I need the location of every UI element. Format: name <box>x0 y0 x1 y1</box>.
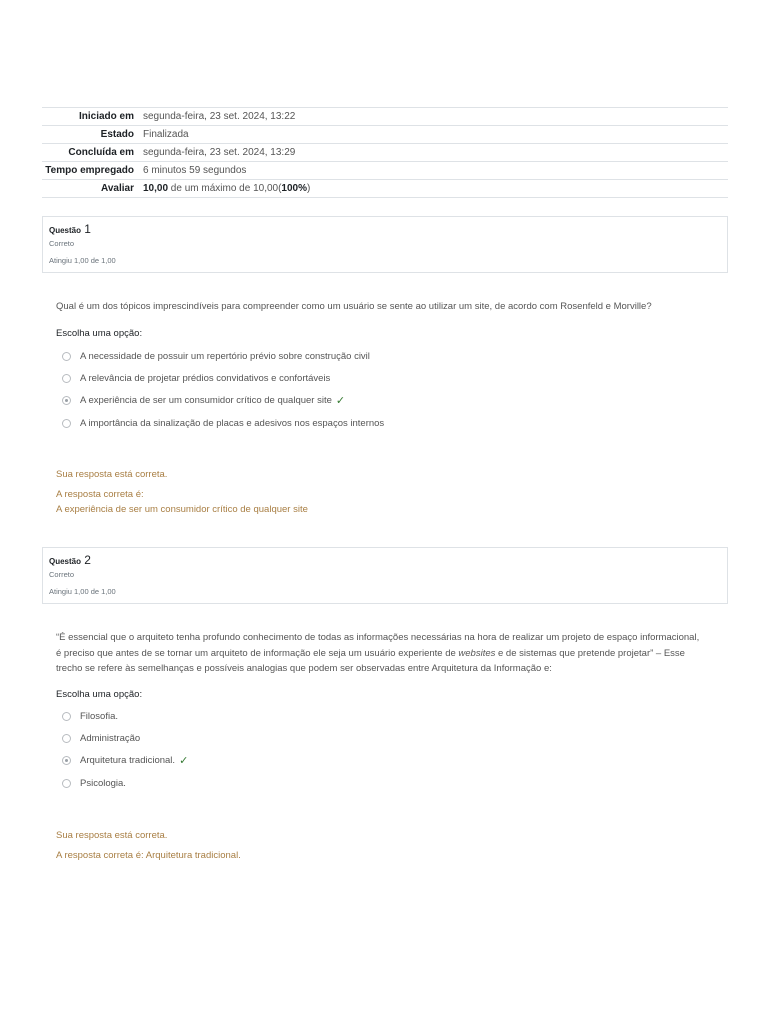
question-2-text <box>56 630 706 677</box>
summary-row-completed <box>42 144 728 162</box>
question-state: Correto <box>49 239 75 248</box>
question-number <box>49 222 721 238</box>
question-2-option-d[interactable] <box>62 776 126 790</box>
question-1-option-c[interactable] <box>62 393 345 407</box>
question-num: 2 <box>84 553 91 567</box>
question-text-part: e de sistemas que pretende projetar” – Esse trecho se refere às semelhanças e possíveis analogias que podem ser observadas entre Arquitetura da Informação e: <box>56 647 685 674</box>
grade-max: de um máximo de 10,00( <box>168 182 282 194</box>
option-label: A importância da sinalização de placas e adesivos nos espaços internos <box>80 417 385 429</box>
question-number <box>49 553 721 569</box>
option-label: A experiência de ser um consumidor crítico de qualquer site <box>80 394 332 406</box>
radio-icon[interactable] <box>62 419 71 428</box>
question-1-right-answer: A experiência de ser um consumidor crítico de qualquer site <box>56 504 308 515</box>
grade-value: 10,00 <box>143 182 169 194</box>
option-label: Arquitetura tradicional. <box>80 754 176 766</box>
summary-value: 6 minutos 59 segundos <box>143 164 247 176</box>
grade-percent: 100% <box>281 182 307 194</box>
question-2-feedback: Sua resposta está correta. <box>56 830 168 841</box>
question-1-option-d[interactable] <box>62 416 384 430</box>
question-2-info <box>42 547 728 604</box>
radio-icon[interactable] <box>62 734 71 743</box>
radio-icon[interactable] <box>62 396 71 405</box>
option-label: Filosofia. <box>80 710 119 722</box>
option-label: Administração <box>80 732 141 744</box>
summary-label: Iniciado em <box>78 110 134 122</box>
question-1-info <box>42 216 728 273</box>
summary-value: segunda-feira, 23 set. 2024, 13:29 <box>143 146 296 158</box>
radio-icon[interactable] <box>62 756 71 765</box>
summary-row-time-taken <box>42 162 728 180</box>
question-2-option-a[interactable] <box>62 709 118 723</box>
answer-prompt: Escolha uma opção: <box>56 328 143 339</box>
summary-row-started <box>42 108 728 126</box>
option-label: Psicologia. <box>80 777 126 789</box>
question-text-part: “É essencial que o arquiteto tenha profundo conhecimento de todas as informações necessárias na hora de realizar um projeto de espaço informacional, é preciso que antes de se tornar um arquiteto de informação ele seja um usuário experiente de <box>56 632 700 659</box>
question-grade: Atingiu 1,00 de 1,00 <box>49 587 116 596</box>
question-1-option-b[interactable] <box>62 371 330 385</box>
question-2-option-c[interactable] <box>62 753 188 767</box>
summary-row-grade <box>42 180 728 198</box>
check-icon: ✓ <box>335 394 346 407</box>
question-state: Correto <box>49 570 75 579</box>
answer-prompt: Escolha uma opção: <box>56 689 143 700</box>
summary-label: Tempo empregado <box>45 164 134 176</box>
option-label: A relevância de projetar prédios convidativos e confortáveis <box>80 372 331 384</box>
question-label: Questão <box>49 557 82 566</box>
question-label: Questão <box>49 226 82 235</box>
attempt-summary-table <box>42 107 728 198</box>
question-2-right-answer: A resposta correta é: Arquitetura tradicional. <box>56 850 241 861</box>
check-icon: ✓ <box>179 754 189 767</box>
question-1-feedback: Sua resposta está correta. <box>56 469 168 480</box>
summary-label: Estado <box>100 128 134 140</box>
question-text-emphasis: websites <box>458 647 496 659</box>
question-grade: Atingiu 1,00 de 1,00 <box>49 256 116 265</box>
summary-label: Avaliar <box>101 182 134 194</box>
radio-icon[interactable] <box>62 352 71 361</box>
question-num: 1 <box>84 222 91 236</box>
question-1-text: Qual é um dos tópicos imprescindíveis para compreender como um usuário se sente ao utilizar um site, de acordo com Rosenfeld e Morville? <box>56 301 652 312</box>
summary-row-state <box>42 126 728 144</box>
question-1-option-a[interactable] <box>62 349 370 363</box>
radio-icon[interactable] <box>62 712 71 721</box>
option-label: A necessidade de possuir um repertório prévio sobre construção civil <box>80 350 370 362</box>
summary-value <box>143 182 728 196</box>
summary-value: segunda-feira, 23 set. 2024, 13:22 <box>143 110 296 122</box>
question-1-right-answer-label: A resposta correta é: <box>56 489 144 500</box>
summary-label: Concluída em <box>68 146 134 158</box>
question-2-option-b[interactable] <box>62 731 140 745</box>
grade-close: ) <box>307 182 311 194</box>
radio-icon[interactable] <box>62 374 71 383</box>
radio-icon[interactable] <box>62 779 71 788</box>
summary-value: Finalizada <box>143 128 189 140</box>
